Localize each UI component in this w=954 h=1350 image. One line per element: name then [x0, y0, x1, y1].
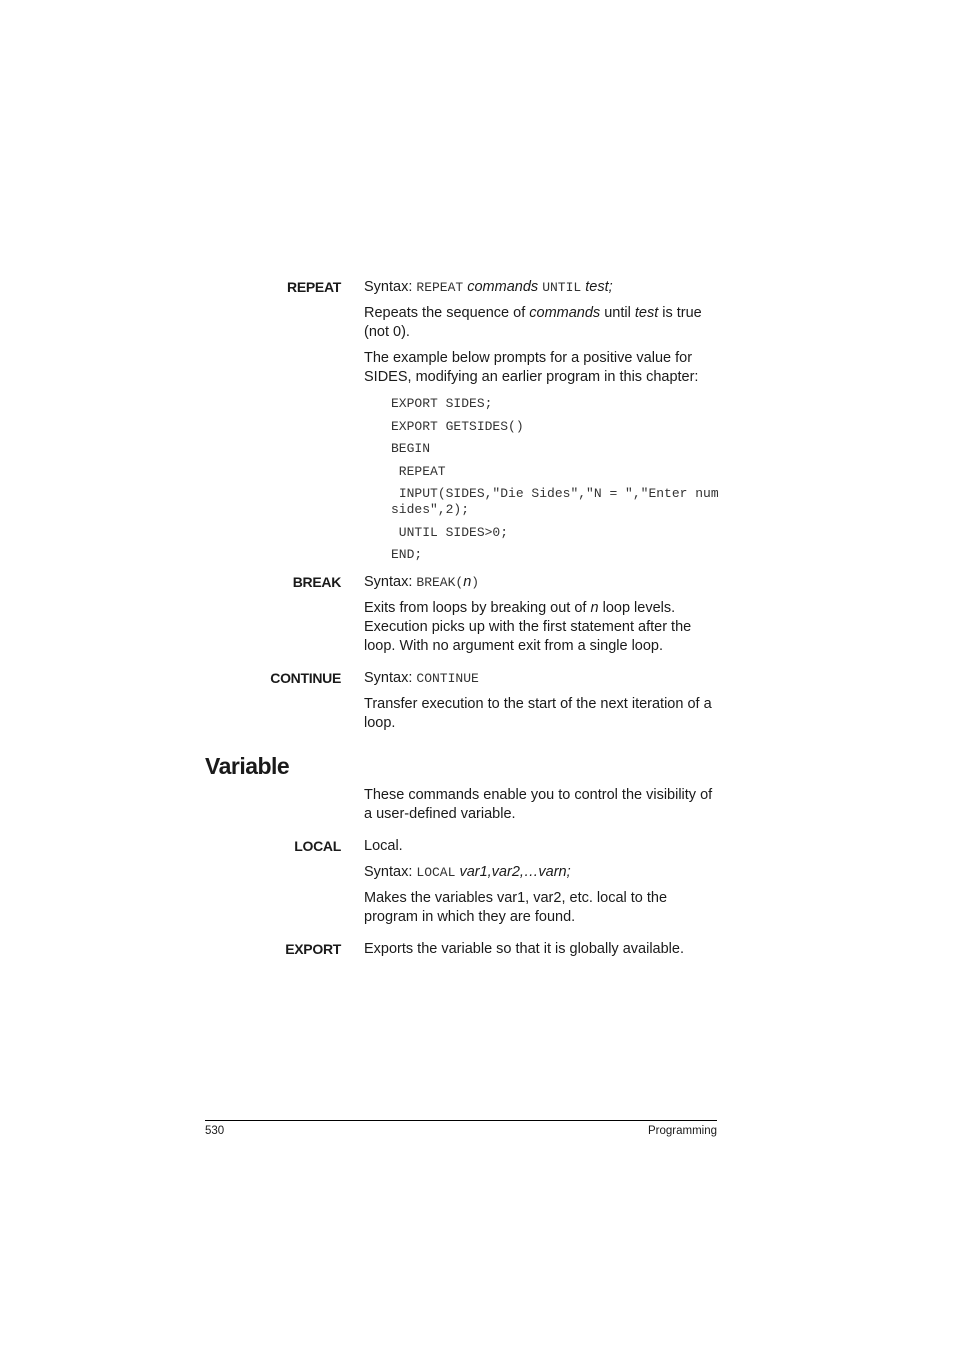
export-description: Exports the variable so that it is globally available.: [364, 941, 684, 957]
code-line: BEGIN: [391, 441, 431, 456]
repeat-syntax: Syntax: REPEAT commands UNTIL test;: [364, 279, 613, 295]
continue-syntax: Syntax: CONTINUE: [364, 670, 479, 686]
term-repeat: REPEAT: [287, 279, 341, 295]
footer-section: Programming: [647, 1125, 717, 1137]
local-syntax: Syntax: LOCAL var1,var2,…varn;: [364, 864, 571, 880]
code-line: UNTIL SIDES>0;: [391, 525, 509, 540]
local-line1: Local.: [364, 838, 403, 854]
variable-intro: These commands enable you to control the visibility of a user-defined variable.: [364, 787, 713, 822]
section-heading: Variable: [205, 753, 290, 779]
code-line: REPEAT: [391, 464, 446, 479]
code-line: EXPORT GETSIDES(): [391, 419, 524, 434]
break-description: Exits from loops by breaking out of n loop levels. Execution picks up with the first statement after the loop. With no argument exit from a single loop.: [364, 600, 692, 654]
code-line: END;: [391, 547, 423, 562]
term-break: BREAK: [292, 574, 341, 590]
local-description: Makes the variables var1, var2, etc. local to the program in which they are found.: [364, 890, 668, 925]
repeat-example-intro: The example below prompts for a positive value for SIDES, modifying an earlier program in this chapter:: [364, 350, 699, 385]
code-line: EXPORT SIDES;: [391, 396, 493, 411]
repeat-description: Repeats the sequence of commands until test is true (not 0).: [364, 305, 702, 340]
term-local: LOCAL: [294, 838, 341, 854]
term-continue: CONTINUE: [270, 670, 341, 686]
continue-description: Transfer execution to the start of the next iteration of a loop.: [364, 696, 712, 731]
code-line: INPUT(SIDES,"Die Sides","N = ","Enter num sides",2);: [391, 486, 727, 517]
footer-rule: [205, 1120, 717, 1121]
term-export: EXPORT: [285, 941, 341, 957]
break-syntax: Syntax: BREAK(n): [364, 574, 480, 590]
page-number: 530: [205, 1125, 225, 1137]
